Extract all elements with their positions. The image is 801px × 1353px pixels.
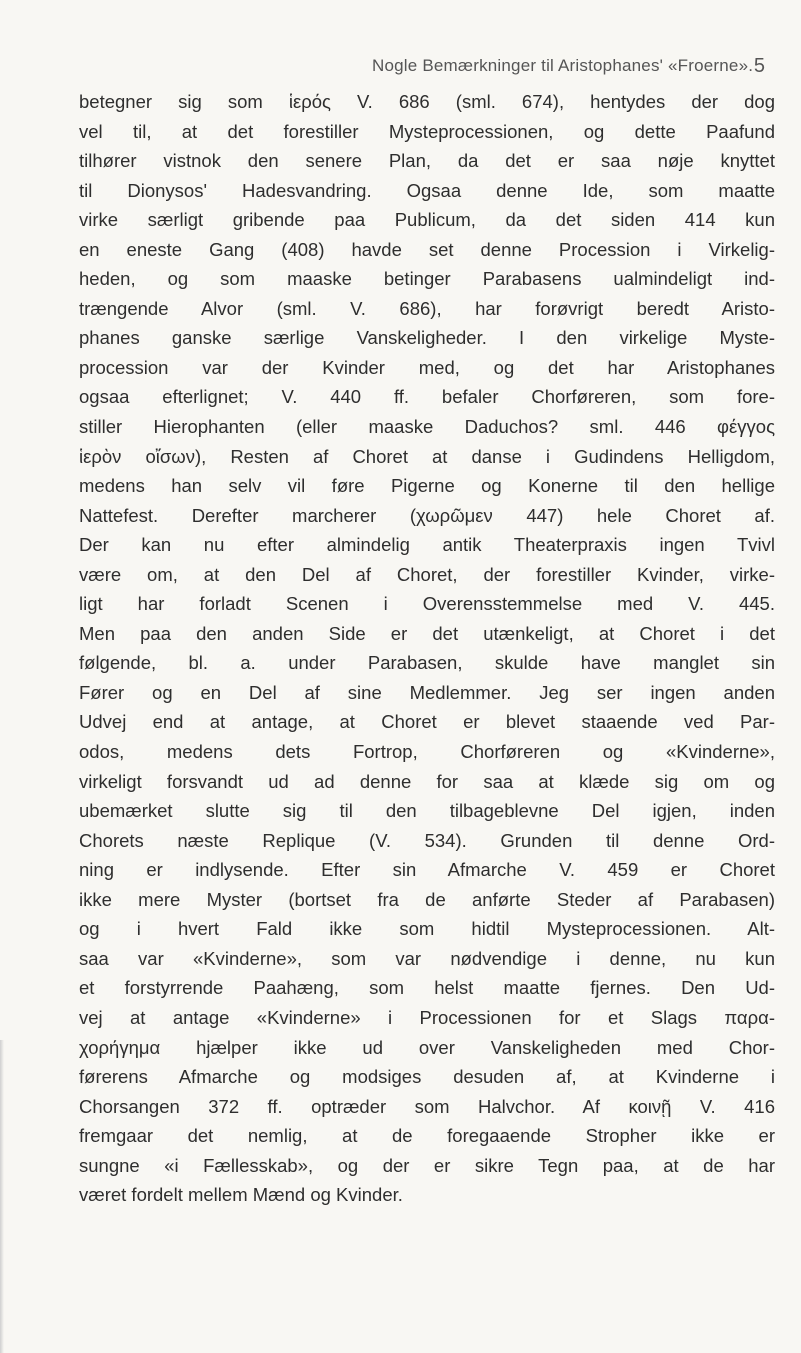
text-line: tilhører vistnok den senere Plan, da det er saa nøje knyttet [79,150,775,172]
text-line: medens han selv vil føre Pigerne og Konerne til den hellige [79,475,775,497]
text-line: Der kan nu efter almindelig antik Theaterpraxis ingen Tvivl [79,534,775,556]
text-line: til Dionysos' Hadesvandring. Ogsaa denne Ide, som maatte [79,179,775,201]
text-line: Nattefest. Derefter marcherer (χωρῶμεν 447) hele Choret af. [79,504,775,526]
text-line: χορήγημα hjælper ikke ud over Vanskeligheden med Chor- [79,1036,775,1058]
text-line: ogsaa efterlignet; V. 440 ff. befaler Chorføreren, som fore- [79,386,775,408]
text-line: ἱερὸν οἴσων), Resten af Choret at danse i Gudindens Helligdom, [79,445,775,467]
text-line: været fordelt mellem Mænd og Kvinder. [79,1184,403,1206]
text-line: Chorsangen 372 ff. optræder som Halvchor. Af κοινῇ V. 416 [79,1095,775,1117]
text-line: Udvej end at antage, at Choret er blevet staaende ved Par- [79,711,775,733]
text-line: og i hvert Fald ikke som hidtil Mysteprocessionen. Alt- [79,918,775,940]
scan-edge-shadow [0,1040,4,1353]
text-line: virkeligt forsvandt ud ad denne for saa at klæde sig om og [79,770,775,792]
text-line: stiller Hierophanten (eller maaske Daduchos? sml. 446 φέγγος [79,416,775,438]
text-line: saa var «Kvinderne», som var nødvendige i denne, nu kun [79,947,775,969]
text-line: fremgaar det nemlig, at de foregaaende Stropher ikke er [79,1125,775,1147]
text-line: ikke mere Myster (bortset fra de anførte Steder af Parabasen) [79,888,775,910]
page-number: 5 [753,55,765,77]
text-line: en eneste Gang (408) havde set denne Procession i Virkelig- [79,238,775,260]
text-line: ligt har forladt Scenen i Overensstemmelse med V. 445. [79,593,775,615]
text-line: Chorets næste Replique (V. 534). Grunden til denne Ord- [79,829,775,851]
text-line: procession var der Kvinder med, og det har Aristophanes [79,356,775,378]
text-line: betegner sig som ἱερός V. 686 (sml. 674), hentydes der dog [79,91,775,112]
body-text [79,87,775,1210]
text-line: ning er indlysende. Efter sin Afmarche V. 459 er Choret [79,859,775,881]
text-line: et forstyrrende Paahæng, som helst maatte fjernes. Den Ud- [79,977,775,999]
running-title: Nogle Bemærkninger til Aristophanes' «Froerne». [372,56,754,75]
text-line: virke særligt gribende paa Publicum, da det siden 414 kun [79,209,775,231]
text-line: trængende Alvor (sml. V. 686), har forøvrigt beredt Aristo- [79,297,775,319]
text-line: heden, og som maaske betinger Parabasens ualmindeligt ind- [79,268,775,290]
running-head [0,56,801,86]
text-line: odos, medens dets Fortrop, Chorføreren og «Kvinderne», [79,741,775,763]
text-line: phanes ganske særlige Vanskeligheder. I den virkelige Myste- [79,327,775,349]
text-line: vej at antage «Kvinderne» i Processionen for et Slags παρα- [79,1006,775,1028]
text-line: ubemærket slutte sig til den tilbageblevne Del igjen, inden [79,800,775,822]
text-line: Fører og en Del af sine Medlemmer. Jeg ser ingen anden [79,681,775,703]
text-line: følgende, bl. a. under Parabasen, skulde have manglet sin [79,652,775,674]
text-line: vel til, at det forestiller Mysteprocessionen, og dette Paafund [79,120,775,142]
text-line: sungne «i Fællesskab», og der er sikre Tegn paa, at de har [79,1154,775,1176]
text-line: være om, at den Del af Choret, der forestiller Kvinder, virke- [79,563,775,585]
text-line: Men paa den anden Side er det utænkeligt, at Choret i det [79,622,775,644]
text-line: førerens Afmarche og modsiges desuden af, at Kvinderne i [79,1066,775,1088]
